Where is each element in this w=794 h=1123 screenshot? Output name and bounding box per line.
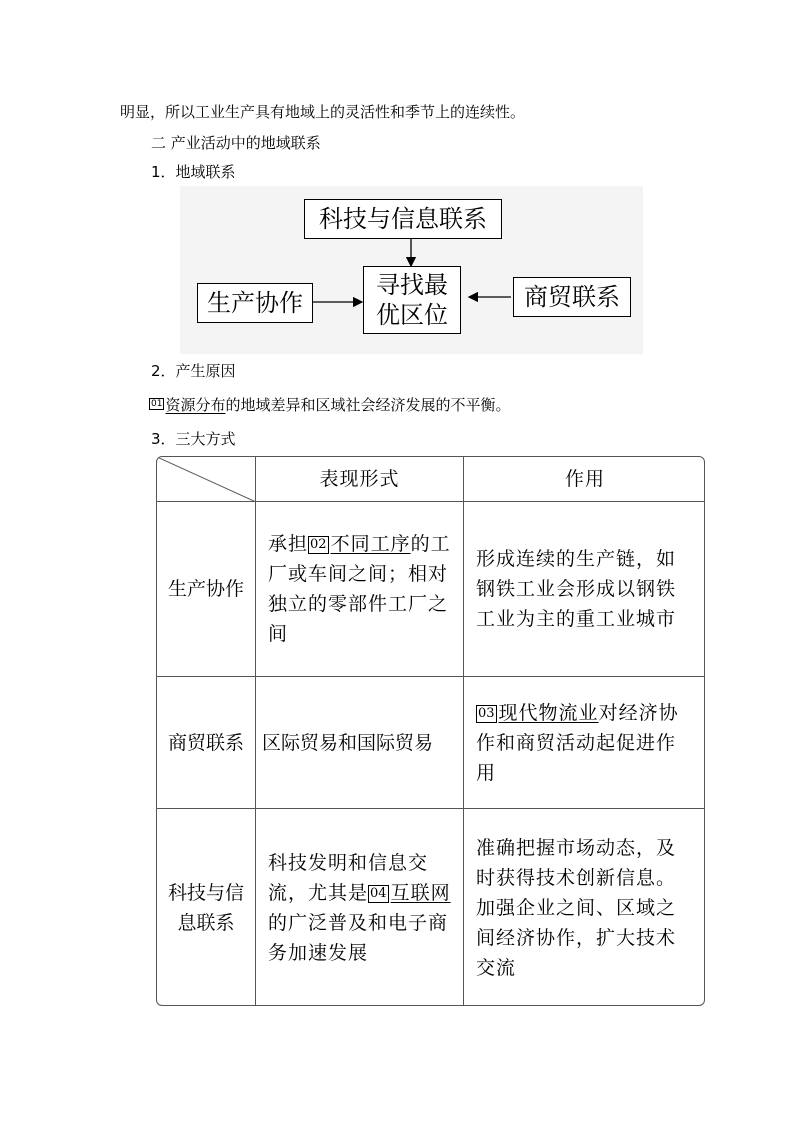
row-role — [464, 502, 705, 676]
row-role — [464, 677, 705, 808]
row-name: 商贸联系 — [157, 677, 256, 808]
form-text-post: 的广泛普及和电子商务加速发展 — [268, 912, 449, 964]
role-text-post: 对经济协作和商贸活动起促进作用 — [476, 701, 679, 784]
diagram-box-trade: 商贸联系 — [513, 277, 631, 317]
row-form — [256, 502, 464, 676]
cause-sentence — [149, 394, 510, 415]
table-row — [157, 502, 704, 677]
answer-blank-3: 现代物流业 — [498, 701, 599, 724]
subsection-title-1: 1．地域联系 — [151, 163, 236, 181]
header-role: 作用 — [564, 468, 605, 490]
role-text: 准确把握市场动态，及时获得技术创新信息。加强企业之间、区域之间经济协作，扩大技术交流 — [476, 837, 677, 979]
header-form: 表现形式 — [256, 457, 464, 501]
regional-links-diagram — [180, 186, 643, 354]
diagram-box-optimal-location: 寻找最优区位 — [363, 266, 461, 334]
answer-blank-4: 互联网 — [390, 882, 451, 904]
table-row — [157, 677, 704, 809]
subsection-title-3: 3．三大方式 — [151, 430, 236, 448]
table-row — [157, 809, 704, 1006]
header-diagonal-line — [157, 457, 256, 502]
blank-number-04: 04 — [370, 886, 387, 901]
row-form — [256, 809, 464, 1006]
row-form — [256, 677, 464, 808]
form-text-post: 的工厂或车间之间；相对独立的零部件工厂之间 — [268, 533, 451, 645]
cause-rest: 的地域差异和区域社会经济发展的不平衡。 — [225, 396, 511, 414]
form-text-pre: 承担 — [268, 533, 309, 555]
diagram-box-tech-info: 科技与信息联系 — [304, 199, 502, 239]
form-text-pre: 科技发明和信息交流，尤其是 — [268, 852, 429, 904]
section-title: 二 产业活动中的地域联系 — [151, 134, 321, 152]
subsection-title-2: 2．产生原因 — [151, 362, 236, 380]
table-header-row — [157, 457, 704, 502]
blank-number-03: 03 — [478, 705, 495, 721]
row-name: 科技与信息联系 — [157, 809, 256, 1006]
answer-blank-2: 不同工序 — [330, 533, 411, 555]
form-text: 区际贸易和国际贸易 — [262, 731, 434, 754]
row-name: 生产协作 — [157, 502, 256, 676]
role-text: 形成连续的生产链，如钢铁工业会形成以钢铁工业为主的重工业城市 — [476, 548, 677, 630]
blank-number-02: 02 — [310, 537, 327, 552]
row-role — [464, 809, 705, 1006]
three-ways-table — [156, 456, 705, 1006]
answer-blank-1: 资源分布 — [165, 396, 226, 414]
blank-number-01: 01 — [151, 399, 163, 409]
diagram-box-production: 生产协作 — [197, 283, 313, 323]
header-corner — [157, 457, 256, 501]
paragraph-continuation: 明显，所以工业生产具有地域上的灵活性和季节上的连续性。 — [120, 103, 526, 121]
